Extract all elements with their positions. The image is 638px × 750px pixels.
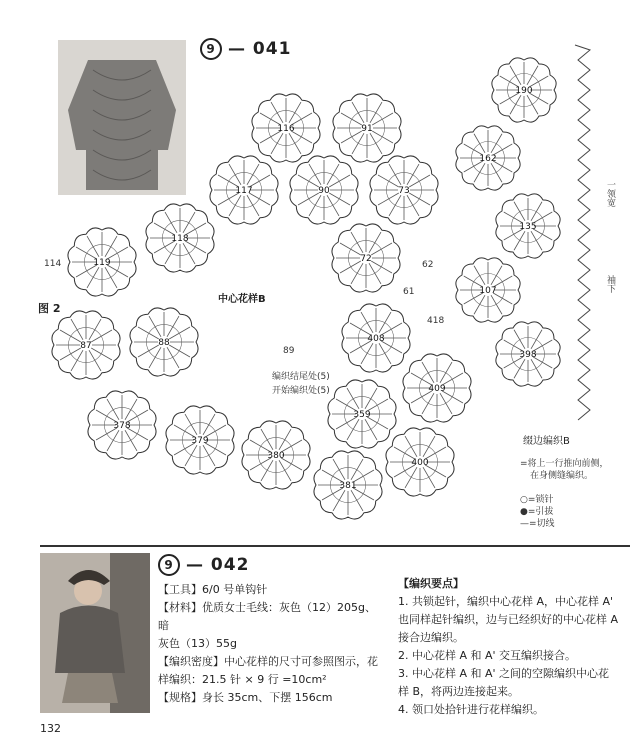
instructions-block [398, 575, 630, 719]
instructions-title: 【编织要点】 [398, 577, 464, 590]
materials-line2: 【材料】优质女士毛线：灰色（12）205g、暗 [158, 601, 376, 632]
motif-72 [332, 224, 400, 292]
motif-number: 119 [93, 258, 111, 268]
legend-line5: —=切线 [520, 519, 555, 529]
model-illustration [40, 553, 150, 713]
instructions-line6: 样 B，将两边连接起来。 [398, 685, 520, 698]
motif-number: 359 [353, 410, 371, 420]
materials-line4: 【编织密度】中心花样的尺寸可参照图示，花 [158, 655, 378, 668]
motif-117 [210, 156, 278, 224]
motif-116 [252, 94, 320, 162]
legend-line1: =将上一行推向前侧， [520, 459, 609, 469]
code-text: — 041 [228, 39, 292, 59]
motif-number: 90 [318, 186, 330, 196]
instructions-line1: 1. 共锁起针，编织中心花样 A，中心花样 A' [398, 595, 614, 608]
motif-number: 380 [267, 451, 285, 461]
side-label-sleeve: 袖下 [605, 275, 615, 293]
materials-line6: 【规格】身长 35cm、下摆 156cm [158, 691, 333, 704]
motif-378 [88, 391, 156, 459]
legend [520, 458, 609, 530]
motif-119 [68, 228, 136, 296]
motif-359 [328, 380, 396, 448]
end-note: 编织结尾处(5) [272, 372, 330, 382]
materials-line5: 样编织：21.5 针 × 9 行 =10cm² [158, 673, 327, 686]
legend-line2: 在身侧缝编织。 [530, 471, 594, 481]
pattern-code-042 [158, 554, 249, 576]
legend-line4: ●=引拔 [520, 507, 554, 517]
motif-number: 107 [479, 286, 497, 296]
materials-block [158, 581, 386, 707]
motif-number: 409 [428, 384, 446, 394]
legend-line3: ○=锁针 [520, 495, 554, 505]
motif-number: 72 [360, 254, 372, 264]
instructions-line2: 也同样起针编织，边与已经织好的中心花样 A [398, 613, 619, 626]
motif-408 [342, 304, 410, 372]
right-motif-162 [456, 126, 520, 190]
instructions-line7: 4. 领口处拾针进行花样编织。 [398, 703, 544, 716]
motif-number: 162 [479, 154, 497, 164]
instructions-line4: 2. 中心花样 A 和 A' 交互编织接合。 [398, 649, 577, 662]
motif-number: 381 [339, 481, 357, 491]
side-label-collar: 一领宽 [605, 180, 615, 207]
motif-number: 135 [519, 222, 537, 232]
motif-73 [370, 156, 438, 224]
motif-number: 73 [398, 186, 410, 196]
motif-88 [130, 308, 198, 376]
motif-number: 400 [411, 458, 429, 468]
motif-number: 190 [515, 86, 533, 96]
start-note: 开始编织处(5) [272, 386, 330, 396]
motif-118 [146, 204, 214, 272]
circle-number: 9 [200, 38, 222, 60]
edge-label-61: 61 [403, 287, 415, 297]
motif-381 [314, 451, 382, 519]
edge-label-418: 418 [427, 316, 445, 326]
right-motif-135 [496, 194, 560, 258]
fig-label: 图 2 [38, 302, 61, 315]
circle-number-2: 9 [158, 554, 180, 576]
motif-number: 408 [367, 334, 385, 344]
motif-number: 378 [113, 421, 131, 431]
motif-number: 398 [519, 350, 537, 360]
edge-label-62: 62 [422, 260, 434, 270]
motif-400 [386, 428, 454, 496]
materials-line1: 【工具】6/0 号单钩针 [158, 583, 268, 596]
center-pattern-label: 中心花样B [218, 294, 266, 305]
edge-border [575, 45, 590, 420]
motif-380 [242, 421, 310, 489]
motif-379 [166, 406, 234, 474]
page-number: 132 [40, 722, 61, 735]
motif-87 [52, 311, 120, 379]
right-motif-190 [492, 58, 556, 122]
motif-number: 88 [158, 338, 170, 348]
edge-label-89: 89 [283, 346, 295, 356]
instructions-line5: 3. 中心花样 A 和 A' 之间的空隙编织中心花 [398, 667, 610, 680]
motif-90 [290, 156, 358, 224]
model-photo [40, 553, 150, 713]
motif-number: 117 [235, 186, 253, 196]
motif-number: 116 [277, 124, 295, 134]
motif-409 [403, 354, 471, 422]
right-motif-107 [456, 258, 520, 322]
edge-label-114: 114 [44, 259, 62, 269]
motif-number: 118 [171, 234, 189, 244]
materials-line3: 灰色（13）55g [158, 637, 237, 650]
motif-number: 91 [361, 124, 373, 134]
right-motif-398 [496, 322, 560, 386]
motif-91 [333, 94, 401, 162]
section-divider [40, 545, 630, 547]
motif-number: 379 [191, 436, 209, 446]
instructions-line3: 接合边编织。 [398, 631, 464, 644]
code-text-2: — 042 [186, 555, 250, 575]
border-label: 缀边编织B [523, 436, 570, 447]
motif-number: 87 [80, 341, 92, 351]
